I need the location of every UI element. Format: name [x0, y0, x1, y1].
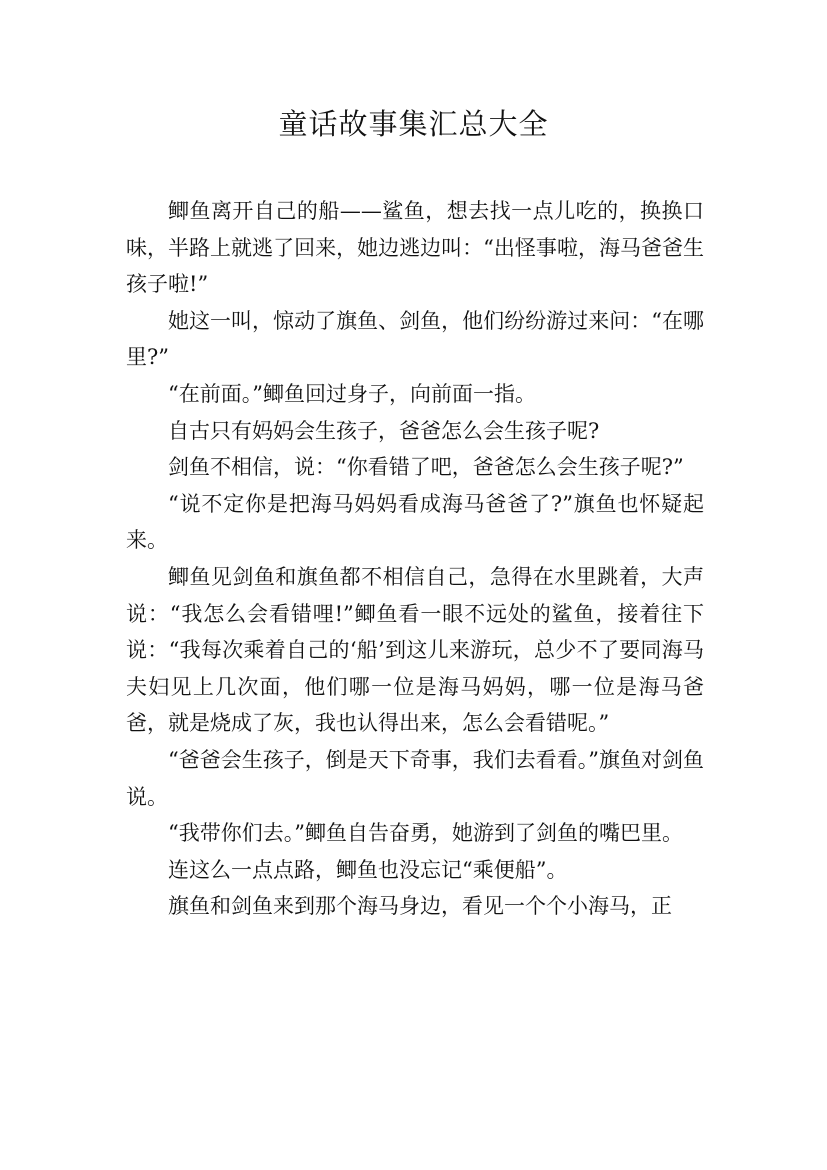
paragraph: “我带你们去。”鲫鱼自告奋勇，她游到了剑鱼的嘴巴里。 [168, 821, 683, 846]
paragraph: 旗鱼和剑鱼来到那个海马身边，看见一个个小海马，正 [168, 894, 672, 919]
paragraph: 她这一叫，惊动了旗鱼、剑鱼，他们纷纷游过来问：“在哪里?” [126, 308, 704, 370]
paragraph: 自古只有妈妈会生孩子，爸爸怎么会生孩子呢? [168, 418, 600, 443]
paragraph: “在前面。”鲫鱼回过身子，向前面一指。 [168, 381, 536, 406]
paragraph: 鲫鱼见剑鱼和旗鱼都不相信自己，急得在水里跳着，大声说：“我怎么会看错哩!”鲫鱼看一眼不远处的鲨鱼，接着往下说：“我每次乘着自己的‘船’到这儿来游玩，总少不了要同海马夫妇见上几次面，他们哪一位是海马妈妈，哪一位是海马爸爸，就是烧成了灰，我也认得出来，怎么会看错呢。” [126, 564, 704, 736]
paragraph: “爸爸会生孩子，倒是天下奇事，我们去看看。”旗鱼对剑鱼说。 [126, 747, 704, 809]
paragraph: “说不定你是把海马妈妈看成海马爸爸了?”旗鱼也怀疑起来。 [126, 491, 704, 553]
document-body [126, 193, 704, 925]
document-title: 童话故事集汇总大全 [278, 107, 549, 141]
paragraph: 鲫鱼离开自己的船——鲨鱼，想去找一点儿吃的，换换口味，半路上就逃了回来，她边逃边叫：“出怪事啦，海马爸爸生孩子啦!” [126, 199, 704, 297]
paragraph: 连这么一点点路，鲫鱼也没忘记“乘便船”。 [168, 857, 568, 882]
paragraph: 剑鱼不相信，说：“你看错了吧，爸爸怎么会生孩子呢?” [168, 455, 684, 480]
